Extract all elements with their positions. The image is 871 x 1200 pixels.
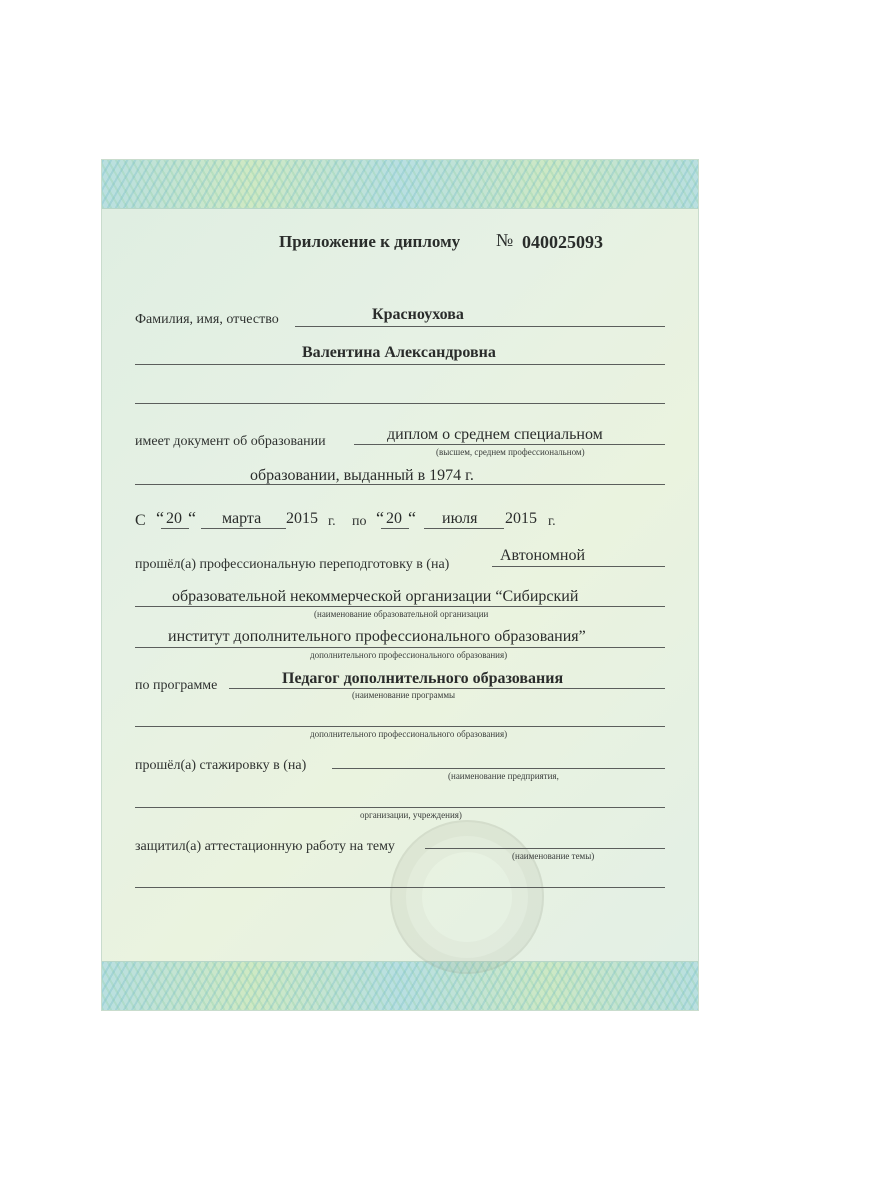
internship-label: прошёл(а) стажировку в (на) bbox=[135, 758, 307, 773]
period-from-word: С bbox=[135, 512, 146, 529]
supplement-title: Приложение к диплому bbox=[279, 232, 461, 251]
internship-hint-2: организации, учреждения) bbox=[360, 810, 462, 820]
thesis-line-1 bbox=[425, 848, 665, 849]
internship-line-2 bbox=[135, 807, 665, 808]
period-to-word: по bbox=[352, 514, 367, 529]
retraining-hint-3: дополнительного профессионального образования) bbox=[310, 650, 508, 660]
education-line1-value: диплом о среднем специальном bbox=[387, 426, 603, 443]
thesis-label: защитил(а) аттестационную работу на тему bbox=[135, 839, 395, 854]
program-line-2 bbox=[135, 726, 665, 727]
program-label: по программе bbox=[135, 678, 218, 693]
education-hint: (высшем, среднем профессиональном) bbox=[436, 447, 585, 457]
fio-label: Фамилия, имя, отчество bbox=[135, 312, 279, 327]
program-hint-1: (наименование программы bbox=[352, 690, 456, 700]
period-to-month: июля bbox=[442, 510, 478, 527]
period-from-day-line bbox=[161, 528, 189, 529]
internship-line-1 bbox=[332, 768, 665, 769]
fio-name-patronymic: Валентина Александровна bbox=[302, 344, 496, 361]
fio-line-3 bbox=[135, 403, 665, 404]
retraining-line-2 bbox=[135, 606, 665, 607]
period-from-month: марта bbox=[222, 510, 262, 527]
education-label: имеет документ об образовании bbox=[135, 434, 326, 449]
thesis-hint: (наименование темы) bbox=[512, 851, 595, 861]
program-value: Педагог дополнительного образования bbox=[282, 670, 564, 687]
period-to-quote-close: “ bbox=[408, 508, 416, 528]
period-from-quote-close: “ bbox=[188, 508, 196, 528]
retraining-label: прошёл(а) профессиональную переподготовку в (на) bbox=[135, 557, 450, 572]
retraining-line-3 bbox=[135, 647, 665, 648]
program-line-1 bbox=[229, 688, 665, 689]
period-year-word-2: г. bbox=[548, 514, 556, 529]
ornament-band-top bbox=[102, 160, 698, 209]
period-from-quote-open: “ bbox=[156, 508, 164, 528]
retraining-hint-2: (наименование образовательной организации bbox=[314, 609, 489, 619]
retraining-line3-value: институт дополнительного профессионального образования” bbox=[168, 628, 586, 645]
period-to-day: 20 bbox=[386, 510, 402, 527]
period-year-word-1: г. bbox=[328, 514, 336, 529]
period-to-day-line bbox=[381, 528, 409, 529]
number-sign: № bbox=[496, 230, 514, 250]
fio-line-1 bbox=[295, 326, 665, 327]
education-line2-value: образовании, выданный в 1974 г. bbox=[250, 467, 474, 484]
education-line-1 bbox=[354, 444, 665, 445]
period-to-month-line bbox=[424, 528, 504, 529]
period-to-quote-open: “ bbox=[376, 508, 384, 528]
diploma-supplement-sheet bbox=[102, 160, 698, 1010]
period-from-day: 20 bbox=[166, 510, 182, 527]
faded-seal-stamp bbox=[390, 820, 544, 974]
period-to-year: 2015 bbox=[505, 510, 537, 527]
retraining-line1-value: Автономной bbox=[500, 547, 585, 564]
period-from-month-line bbox=[201, 528, 286, 529]
ornament-band-bottom bbox=[102, 961, 698, 1010]
internship-hint-1: (наименование предприятия, bbox=[448, 771, 559, 781]
retraining-line-1 bbox=[492, 566, 665, 567]
diploma-number: 040025093 bbox=[522, 232, 603, 252]
period-from-year: 2015 bbox=[286, 510, 318, 527]
fio-line-2 bbox=[135, 364, 665, 365]
program-hint-2: дополнительного профессионального образования) bbox=[310, 729, 508, 739]
fio-surname: Красноухова bbox=[372, 306, 464, 323]
retraining-line2-value: образовательной некоммерческой организации “Сибирский bbox=[172, 588, 579, 605]
thesis-line-2 bbox=[135, 887, 665, 888]
